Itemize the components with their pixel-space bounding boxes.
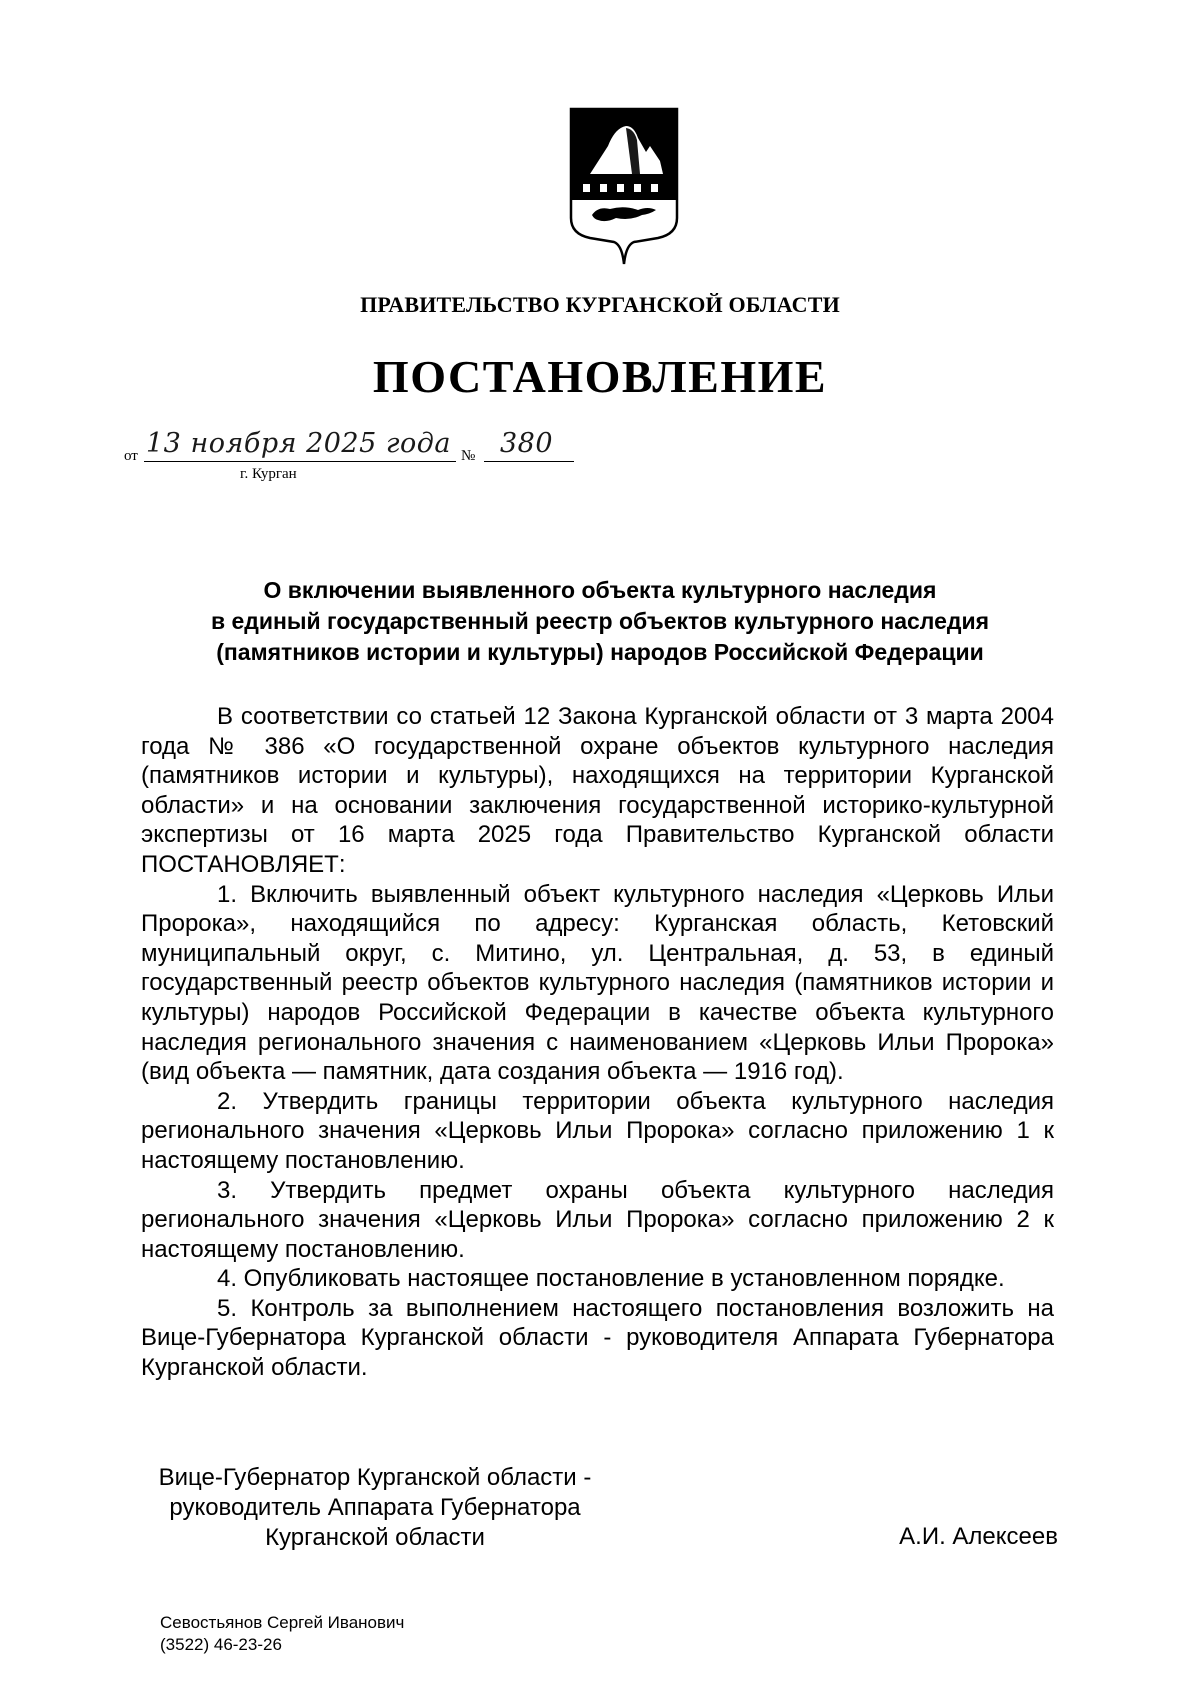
handwritten-date: 13 ноября 2025 года (146, 428, 451, 459)
signatory-position-line-1: Вице-Губернатор Курганской области - (158, 1464, 592, 1491)
item-2-paragraph: 2. Утвердить границы территории объекта культурного наследия регионального значения «Церковь Ильи Пророка» согласно приложению 1 к настоящему постановлению. (141, 1087, 1054, 1174)
date-from-label: от (124, 448, 138, 464)
signatory-position-line-2: руководитель Аппарата Губернатора (169, 1494, 581, 1521)
signatory-name: А.И. Алексеев (899, 1523, 1058, 1550)
title-line-1: О включении выявленного объекта культурного наследия (263, 577, 937, 603)
handwritten-number: 380 (500, 428, 554, 459)
title-line-2: в единый государственный реестр объектов культурного наследия (210, 608, 990, 634)
number-label: № (461, 448, 476, 464)
executor-info (160, 1612, 404, 1656)
item-3-paragraph: 3. Утвердить предмет охраны объекта культурного наследия регионального значения «Церковь Ильи Пророка» согласно приложению 2 к настоящему постановлению. (141, 1176, 1054, 1263)
signatory-position (120, 1463, 630, 1553)
item-5-paragraph: 5. Контроль за выполнением настоящего постановления возложить на Вице-Губернатора Курганской области - руководителя Аппарата Губернатора Курганской области. (141, 1294, 1054, 1382)
title-line-3: (памятников истории и культуры) народов Российской Федерации (216, 639, 984, 665)
city-label: г. Курган (240, 466, 297, 482)
number-underline (484, 461, 574, 462)
executor-phone: (3522) 46-23-26 (160, 1635, 282, 1654)
signatory-position-line-3: Курганской области (265, 1524, 485, 1551)
preamble-paragraph: В соответствии со статьей 12 Закона Курганской области от 3 марта 2004 года № 386 «О государственной охране объектов культурного наследия (памятников истории и культуры), находящихся на территории Курганской области» и на основании заключения государственной историко-культурной экспертизы от 16 марта 2025 года Правительство Курганской области ПОСТАНОВЛЯЕТ: (141, 703, 1054, 878)
date-number-line (124, 430, 644, 488)
coat-of-arms-icon (568, 106, 680, 267)
resolution-body (141, 702, 1054, 1383)
item-4-paragraph: 4. Опубликовать настоящее постановление в установленном порядке. (217, 1265, 1005, 1293)
date-underline (144, 461, 456, 462)
organization-name: ПРАВИТЕЛЬСТВО КУРГАНСКОЙ ОБЛАСТИ (360, 292, 840, 317)
item-1-paragraph: 1. Включить выявленный объект культурного наследия «Церковь Ильи Пророка», находящийся по адресу: Курганская область, Кетовский муниципальный округ, с. Митино, ул. Центральная, д. 53, в единый государственный реестр объектов культурного наследия (памятников истории и культуры) народов Российской Федерации в качестве объекта культурного наследия регионального значения с наименованием «Церковь Ильи Пророка» (вид объекта — памятник, дата создания объекта — 1916 год). (141, 880, 1054, 1086)
resolution-title (140, 575, 1060, 668)
executor-name: Севостьянов Сергей Иванович (160, 1613, 405, 1632)
document-type-title: ПОСТАНОВЛЕНИЕ (372, 351, 828, 402)
